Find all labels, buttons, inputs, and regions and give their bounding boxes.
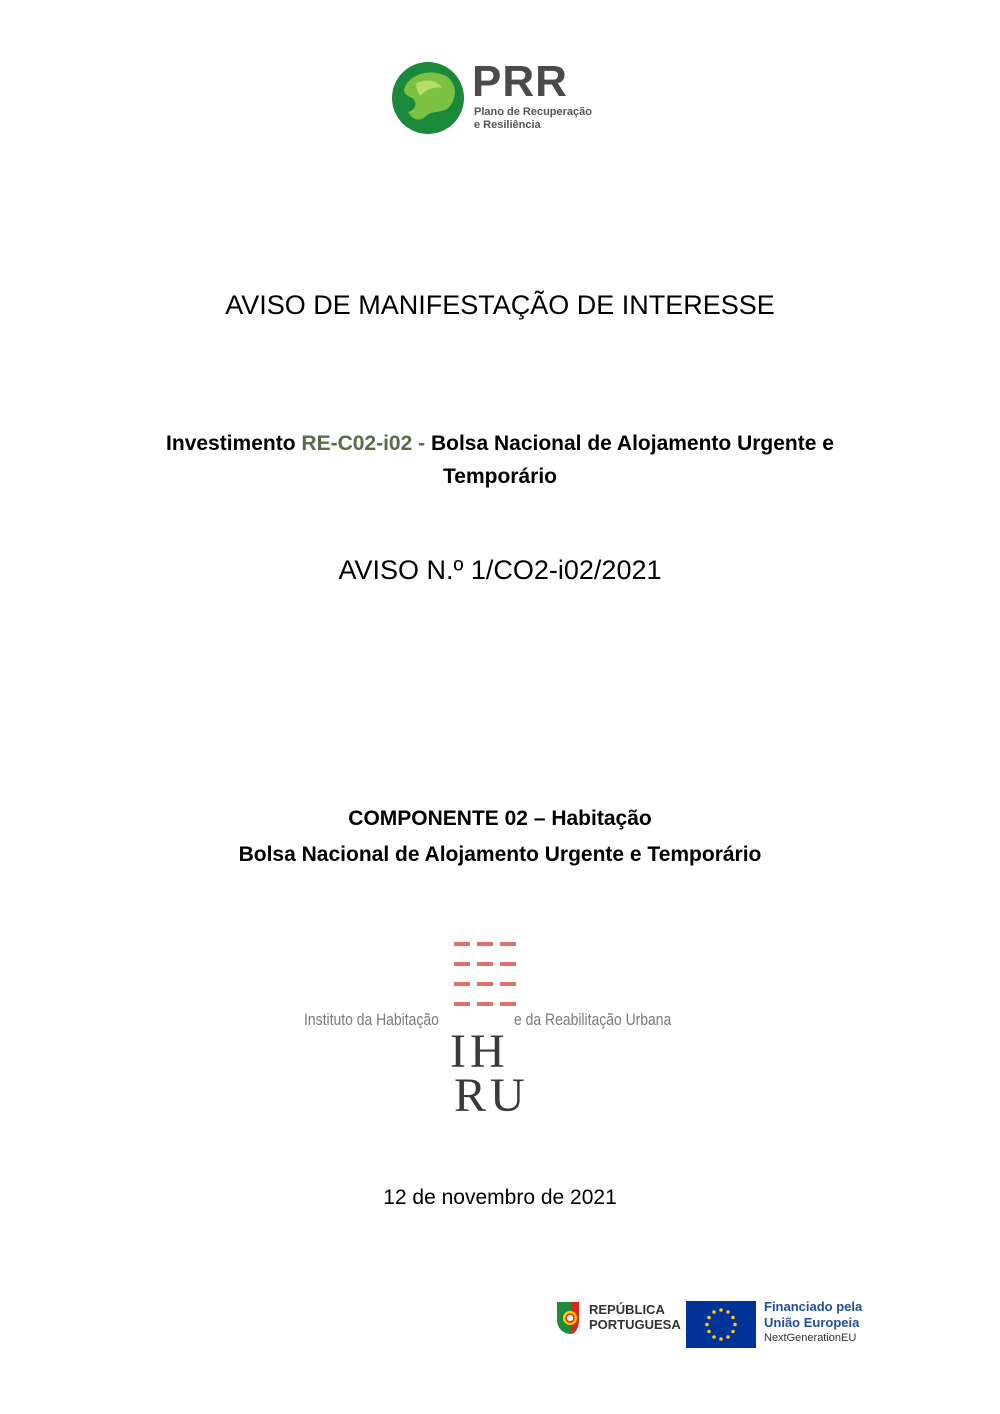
investment-name-part2: Temporário	[443, 465, 557, 488]
ihru-right-text: e da Reabilitação Urbana	[514, 1010, 672, 1029]
investment-separator: -	[412, 432, 431, 455]
prr-subtitle-line2: e Resiliência	[474, 119, 541, 131]
component-subtitle: Bolsa Nacional de Alojamento Urgente e Temporário	[238, 843, 762, 866]
investment-prefix: Investimento	[166, 432, 302, 455]
eu-line2: União Europeia	[764, 1315, 860, 1330]
prr-globe-icon	[390, 60, 466, 136]
ihru-bars-icon	[450, 940, 520, 1010]
eu-funding-logo	[686, 1297, 886, 1349]
document-date: 12 de novembro de 2021	[383, 1186, 617, 1209]
eu-line3: NextGenerationEU	[764, 1332, 857, 1344]
aviso-number: AVISO N.º 1/CO2-i02/2021	[338, 555, 662, 585]
portugal-emblem-icon	[553, 1298, 583, 1338]
ihru-left-text: Instituto da Habitação	[304, 1010, 439, 1029]
eu-line1: Financiado pela	[764, 1299, 863, 1314]
investment-name-part1: Bolsa Nacional de Alojamento Urgente e	[430, 432, 834, 455]
prr-logo	[390, 58, 620, 138]
republica-line1: REPÚBLICA	[589, 1302, 665, 1317]
investment-line	[0, 428, 1000, 460]
prr-subtitle-line1: Plano de Recuperação	[474, 106, 592, 118]
page-title: AVISO DE MANIFESTAÇÃO DE INTERESSE	[225, 290, 775, 320]
ihru-logo	[300, 940, 700, 1120]
ihru-letters-top: IH	[450, 1025, 509, 1078]
republica-portuguesa-logo	[553, 1298, 683, 1342]
component-heading: COMPONENTE 02 – Habitação	[348, 807, 652, 830]
ihru-letters-bottom: RU	[454, 1069, 529, 1122]
republica-line2: PORTUGUESA	[589, 1317, 681, 1332]
investment-code: RE-C02-i02	[301, 432, 413, 455]
prr-wordmark: PRR	[472, 57, 568, 106]
eu-flag-icon	[686, 1301, 756, 1348]
